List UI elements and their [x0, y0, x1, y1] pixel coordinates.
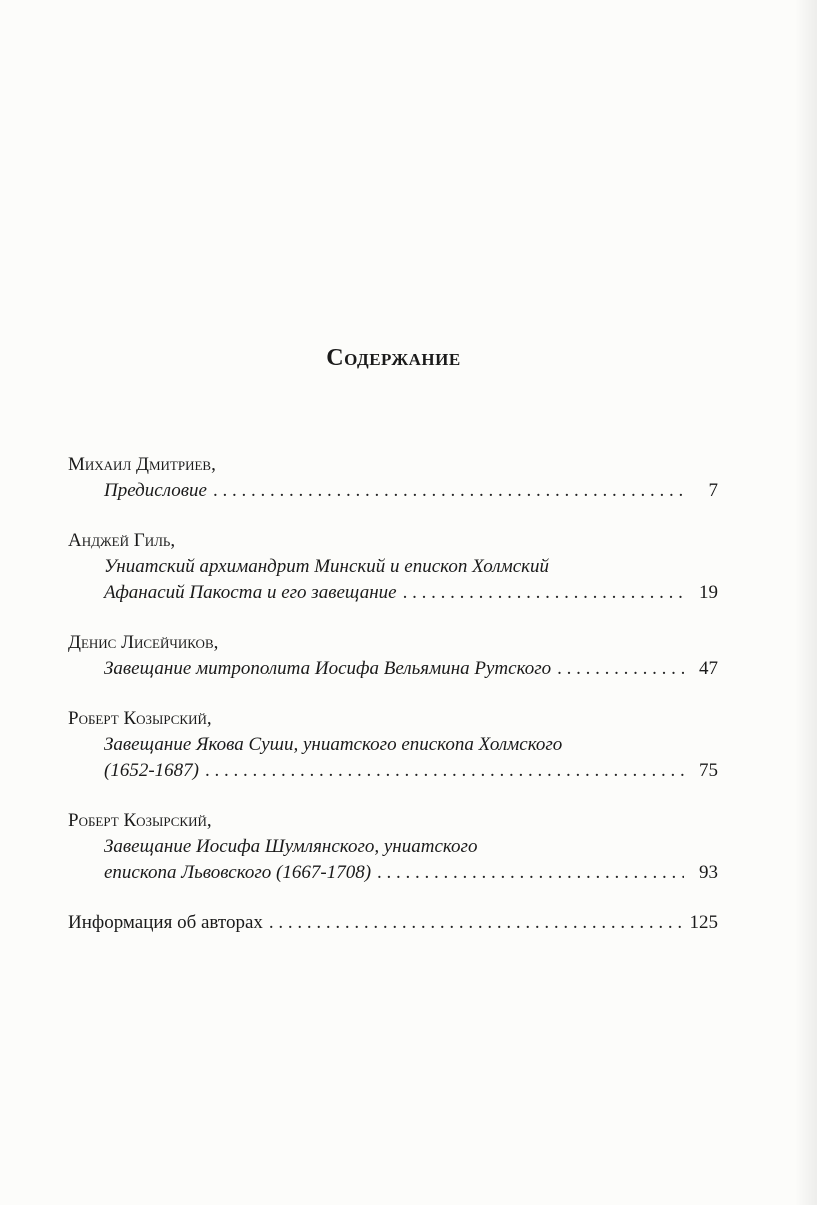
toc-entry-3 — [68, 630, 718, 682]
entry-page-number: 125 — [689, 912, 718, 933]
entry-title-line: Завещание Якова Суши, униатского епископа Холмского — [104, 734, 563, 755]
entry-title-line: Униатский архимандрит Минский и епископ Холмский — [104, 556, 550, 577]
dot-leader — [205, 758, 684, 784]
entry-author: Анджей Гиль, — [68, 530, 176, 551]
entry-title-line — [68, 860, 718, 886]
entry-title: Завещание митрополита Иосифа Вельямина Рутского — [104, 658, 552, 679]
entry-title: епископа Львовского (1667-1708) — [104, 862, 372, 883]
entry-page-number: 19 — [699, 582, 718, 603]
toc-entry-4 — [68, 706, 718, 784]
entry-title-line — [68, 580, 718, 606]
dot-leader — [213, 478, 684, 504]
page-edge-shadow — [795, 0, 817, 1205]
entry-author: Денис Лисейчиков, — [68, 632, 219, 653]
dot-leader — [377, 860, 684, 886]
entry-title-line: Завещание Иосифа Шумлянского, униатского — [104, 836, 478, 857]
entry-title: Информация об авторах — [68, 912, 263, 933]
entry-page-number: 93 — [699, 862, 718, 883]
entry-title-line — [68, 478, 718, 504]
toc-entry-2 — [68, 528, 718, 606]
entry-author: Роберт Козырский, — [68, 810, 212, 831]
entry-author: Михаил Дмитриев, — [68, 454, 216, 475]
table-of-contents — [68, 452, 718, 936]
entry-title: Предисловие — [104, 480, 207, 501]
entry-page-number: 75 — [699, 760, 718, 781]
toc-entry-authors-info — [68, 910, 718, 936]
dot-leader — [403, 580, 684, 606]
entry-title: Афанасий Пакоста и его завещание — [104, 582, 397, 603]
entry-author: Роберт Козырский, — [68, 708, 212, 729]
page-title: Содержание — [326, 345, 461, 371]
toc-entry-1 — [68, 452, 718, 504]
entry-page-number: 7 — [708, 480, 718, 501]
entry-title-line — [68, 656, 718, 682]
entry-title-line — [68, 758, 718, 784]
entry-page-number: 47 — [699, 658, 718, 679]
dot-leader — [269, 910, 684, 936]
dot-leader — [557, 656, 684, 682]
toc-entry-5 — [68, 808, 718, 886]
entry-title: (1652-1687) — [104, 760, 199, 781]
